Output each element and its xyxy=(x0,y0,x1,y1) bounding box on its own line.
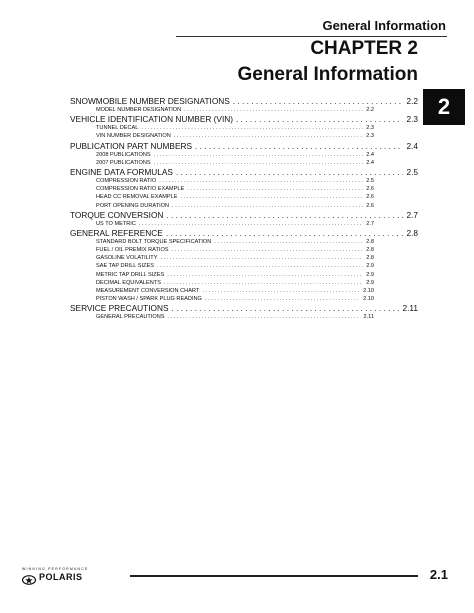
toc-entry-label: GENERAL REFERENCE xyxy=(70,227,163,238)
toc-entry-page: 2.8 xyxy=(366,247,374,254)
toc-dot-leader xyxy=(214,238,363,246)
toc-subsection-entry[interactable] xyxy=(70,202,418,210)
toc-subsection-entry[interactable] xyxy=(70,262,418,270)
toc-entry-page: 2.10 xyxy=(363,296,374,303)
toc-subsection-entry[interactable] xyxy=(70,287,418,295)
toc-subsection-entry[interactable] xyxy=(70,246,418,254)
page-number: 2.1 xyxy=(429,567,448,582)
toc-dot-leader xyxy=(167,271,363,279)
toc-entry-page: 2.6 xyxy=(366,202,374,209)
toc-entry-label: GASOLINE VOLATILITY xyxy=(96,255,158,262)
toc-entry-label: TORQUE CONVERSION xyxy=(70,209,164,220)
toc-dot-leader xyxy=(195,141,403,151)
toc-subsection-entry[interactable] xyxy=(70,295,418,303)
toc-entry-page: 2.2 xyxy=(366,107,374,113)
toc-entry-label: STANDARD BOLT TORQUE SPECIFICATION xyxy=(96,238,212,245)
toc-entry-page: 2.6 xyxy=(366,186,374,193)
toc-entry-label: SAE TAP DRILL SIZES xyxy=(96,263,154,270)
toc-dot-leader xyxy=(164,279,363,287)
toc-entry-page: 2.3 xyxy=(366,125,374,132)
toc-entry-page: 2.3 xyxy=(406,114,418,125)
toc-entry-label: MEASUREMENT CONVERSION CHART xyxy=(96,288,200,294)
toc-entry-label: VEHICLE IDENTIFICATION NUMBER (VIN) xyxy=(70,114,234,125)
toc-dot-leader xyxy=(166,228,404,238)
toc-subsection-entry[interactable] xyxy=(70,220,418,228)
toc-dot-leader xyxy=(205,295,360,303)
toc-entry-page: 2.4 xyxy=(366,151,374,158)
toc-section-entry[interactable] xyxy=(70,210,418,220)
toc-dot-leader xyxy=(172,303,400,313)
toc-section-entry[interactable] xyxy=(70,96,418,106)
chapter-title: General Information xyxy=(237,64,418,85)
toc-dot-leader xyxy=(233,96,404,106)
toc-entry-page: 2.5 xyxy=(366,177,374,184)
toc-subsection-entry[interactable] xyxy=(70,193,418,201)
footer-divider xyxy=(130,575,418,577)
toc-subsection-entry[interactable] xyxy=(70,238,418,246)
toc-entry-label: METRIC TAP DRILL SIZES xyxy=(96,271,165,278)
toc-entry-page: 2.9 xyxy=(366,279,374,286)
toc-entry-label: 2008 PUBLICATIONS xyxy=(96,151,151,158)
header-divider xyxy=(176,36,447,37)
toc-dot-leader xyxy=(180,193,363,201)
toc-entry-page: 2.4 xyxy=(366,159,374,166)
logo-tagline: WINNING PERFORMANCE xyxy=(22,567,89,571)
toc-entry-page: 2.8 xyxy=(366,255,374,262)
toc-entry-label: ENGINE DATA FORMULAS xyxy=(70,166,173,177)
toc-dot-leader xyxy=(168,313,361,321)
toc-entry-label: GENERAL PRECAUTIONS xyxy=(96,314,165,321)
toc-section-entry[interactable] xyxy=(70,167,418,177)
chapter-tab-number: 2 xyxy=(437,94,451,119)
toc-entry-page: 2.10 xyxy=(363,288,374,294)
toc-entry-label: MODEL NUMBER DESIGNATION xyxy=(96,107,182,113)
toc-subsection-entry[interactable] xyxy=(70,124,418,132)
chapter-label: CHAPTER 2 xyxy=(310,38,418,59)
toc-dot-leader xyxy=(202,287,360,295)
toc-subsection-entry[interactable] xyxy=(70,254,418,262)
toc-dot-leader xyxy=(176,167,403,177)
toc-subsection-entry[interactable] xyxy=(70,185,418,193)
toc-dot-leader xyxy=(184,106,363,114)
toc-entry-page: 2.9 xyxy=(366,271,374,278)
toc-dot-leader xyxy=(172,202,363,210)
toc-entry-page: 2.3 xyxy=(366,133,374,140)
toc-entry-page: 2.7 xyxy=(406,209,418,220)
toc-dot-leader xyxy=(157,262,363,270)
toc-subsection-entry[interactable] xyxy=(70,132,418,140)
toc-entry-label: SERVICE PRECAUTIONS xyxy=(70,303,169,314)
toc-entry-label: PORT OPENING DURATION xyxy=(96,202,170,209)
polaris-logo-text: POLARIS xyxy=(39,572,83,582)
toc-entry-label: SNOWMOBILE NUMBER DESIGNATIONS xyxy=(70,96,230,106)
toc-entry-label: 2007 PUBLICATIONS xyxy=(96,159,151,166)
toc-entry-label: TUNNEL DECAL xyxy=(96,125,139,132)
toc-entry-page: 2.11 xyxy=(402,303,418,314)
toc-entry-label: COMPRESSION RATIO EXAMPLE xyxy=(96,186,185,193)
toc-entry-page: 2.11 xyxy=(363,314,374,321)
toc-section-entry[interactable] xyxy=(70,228,418,238)
toc-subsection-entry[interactable] xyxy=(70,271,418,279)
toc-entry-page: 2.6 xyxy=(366,194,374,201)
toc-entry-page: 2.7 xyxy=(366,220,374,227)
toc-subsection-entry[interactable] xyxy=(70,279,418,287)
toc-dot-leader xyxy=(154,151,364,159)
toc-dot-leader xyxy=(160,254,363,262)
toc-dot-leader xyxy=(154,159,364,167)
toc-section-entry[interactable] xyxy=(70,141,418,151)
toc-entry-label: HEAD CC REMOVAL EXAMPLE xyxy=(96,194,178,201)
polaris-star-icon xyxy=(22,572,36,582)
toc-entry-label: US TO METRIC xyxy=(96,220,136,227)
toc-entry-page: 2.5 xyxy=(406,166,418,177)
toc-subsection-entry[interactable] xyxy=(70,177,418,185)
toc-entry-label: PUBLICATION PART NUMBERS xyxy=(70,140,193,151)
toc-dot-leader xyxy=(141,124,363,132)
toc-entry-label: COMPRESSION RATIO xyxy=(96,177,157,184)
toc-dot-leader xyxy=(172,246,364,254)
toc-entry-label: PISTON WASH / SPARK PLUG READING xyxy=(96,296,202,303)
toc-section-entry[interactable] xyxy=(70,303,418,313)
toc-entry-label: DECIMAL EQUIVALENTS xyxy=(96,279,161,286)
toc-dot-leader xyxy=(139,220,363,228)
toc-entry-page: 2.8 xyxy=(366,238,374,245)
toc-dot-leader xyxy=(174,132,363,140)
header-section-title: General Information xyxy=(322,18,446,33)
toc-dot-leader xyxy=(236,114,403,124)
toc-entry-page: 2.2 xyxy=(406,96,418,106)
toc-subsection-entry[interactable] xyxy=(70,151,418,159)
toc-dot-leader xyxy=(166,210,403,220)
toc-subsection-entry[interactable] xyxy=(70,313,418,321)
table-of-contents xyxy=(70,96,418,322)
toc-entry-page: 2.8 xyxy=(406,227,418,238)
toc-entry-page: 2.4 xyxy=(406,140,418,151)
toc-subsection-entry[interactable] xyxy=(70,106,418,114)
toc-dot-leader xyxy=(159,177,363,185)
toc-entry-label: VIN NUMBER DESIGNATION xyxy=(96,133,171,140)
toc-entry-page: 2.9 xyxy=(366,263,374,270)
toc-subsection-entry[interactable] xyxy=(70,159,418,167)
toc-section-entry[interactable] xyxy=(70,114,418,124)
chapter-tab xyxy=(423,89,465,125)
toc-entry-label: FUEL / OIL PREMIX RATIOS xyxy=(96,247,169,254)
toc-dot-leader xyxy=(187,185,363,193)
polaris-logo xyxy=(22,572,83,582)
